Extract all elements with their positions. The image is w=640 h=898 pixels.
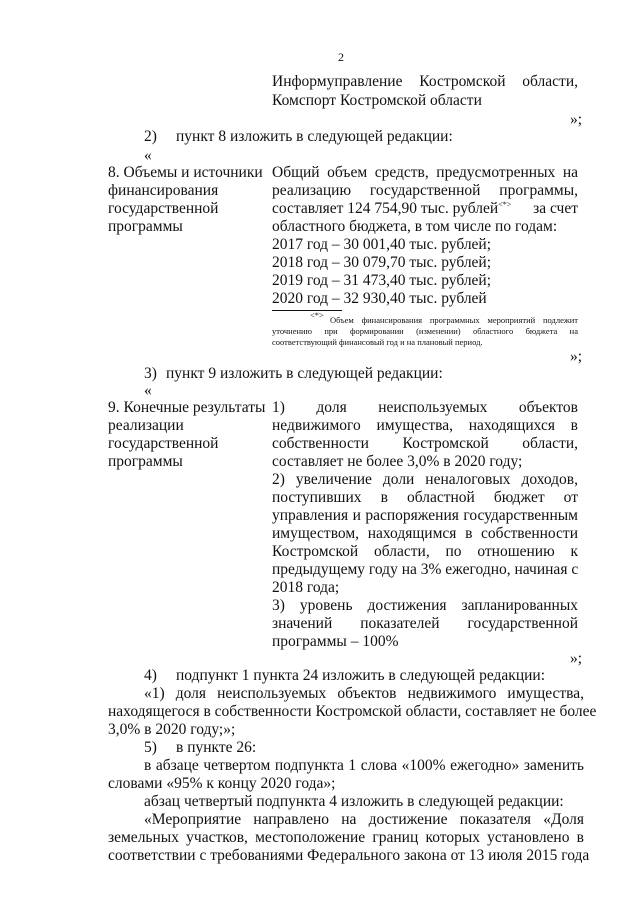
item4-line-3: 3,0% в 2020 году;»; xyxy=(108,721,236,738)
footnote-line-2: уточнению при формировании (изменении) областного бюджета на xyxy=(272,326,578,336)
table8-left-3: государственной xyxy=(108,200,219,217)
item4-line-1: «1) доля неиспользуемых объектов недвижимого имущества, xyxy=(144,685,584,702)
table8-total-text: составляет 124 754,90 тыс. рублей xyxy=(272,200,499,217)
table9-right-6: поступивших в областной бюджет от xyxy=(272,489,578,506)
table9-left-1: 9. Конечные результаты xyxy=(108,399,266,416)
item5-line-2: словами «95% к концу 2020 года»; xyxy=(108,775,336,792)
table8-right-4: областного бюджета, в том числе по годам: xyxy=(272,218,558,235)
item4-line-2: находящегося в собственности Костромской области, составляет не более xyxy=(108,703,597,720)
table9-right-8: имуществом, находящимся в собственности xyxy=(272,525,578,542)
item5-number: 5) xyxy=(144,739,157,756)
table9-close-quote: »; xyxy=(569,650,582,667)
footnote-line-3: соответствующий финансовый год и на плановый период. xyxy=(272,337,483,347)
page-number: 2 xyxy=(338,50,344,64)
footnote-mark: <*> xyxy=(310,310,324,320)
item3-open-quote: « xyxy=(144,382,152,399)
item4-number: 4) xyxy=(144,667,157,684)
table8-right-3 xyxy=(272,199,511,218)
table9-right-3: собственности Костромской области, xyxy=(272,435,578,452)
top-line-2: Комспорт Костромской области xyxy=(272,92,482,109)
item5-line-4: «Мероприятие направлено на достижение показателя «Доля xyxy=(144,811,584,828)
table8-left-4: программы xyxy=(108,218,183,235)
item5-line-5: земельных участков, местоположение границ которых установлено в xyxy=(108,829,584,846)
table8-right-1: Общий объем средств, предусмотренных на xyxy=(272,164,578,181)
table9-right-7: управления и распоряжения государственным xyxy=(272,507,578,524)
table9-right-5: 2) увеличение доли неналоговых доходов, xyxy=(272,471,578,488)
item3-number: 3) xyxy=(144,365,157,382)
table8-left-1: 8. Объемы и источники xyxy=(108,164,263,181)
item5-line-3: абзац четвертый подпункта 4 изложить в следующей редакции: xyxy=(144,793,564,810)
table8-right-2: реализацию государственной программы, xyxy=(272,182,578,199)
table8-left-2: финансирования xyxy=(108,182,219,199)
item5-line-6: соответствии с требованиями Федерального закона от 13 июля 2015 года xyxy=(108,847,590,864)
table8-year-2018: 2018 год – 30 079,70 тыс. рублей; xyxy=(272,254,492,271)
table9-right-1: 1) доля неиспользуемых объектов xyxy=(272,399,578,416)
table8-year-2019: 2019 год – 31 473,40 тыс. рублей; xyxy=(272,272,492,289)
item3-text: пункт 9 изложить в следующей редакции: xyxy=(166,365,443,382)
table9-left-4: программы xyxy=(108,453,183,470)
item2-open-quote: « xyxy=(144,147,152,164)
table8-close-quote: »; xyxy=(569,348,582,365)
table9-right-10: предыдущему году на 3% ежегодно, начиная с xyxy=(272,561,579,578)
item4-text: подпункт 1 пункта 24 изложить в следующей редакции: xyxy=(176,667,546,684)
table9-right-14: программы – 100% xyxy=(272,633,399,650)
item2-number: 2) xyxy=(144,128,157,145)
item2-text: пункт 8 изложить в следующей редакции: xyxy=(176,128,453,145)
table8-year-2017: 2017 год – 30 001,40 тыс. рублей; xyxy=(272,236,492,253)
footnote-rule xyxy=(272,310,342,311)
table9-right-13: значений показателей государственной xyxy=(272,615,578,632)
table9-right-2: недвижимого имущества, находящихся в xyxy=(272,417,578,434)
table8-year-2020: 2020 год – 32 930,40 тыс. рублей xyxy=(272,290,487,307)
top-line-1: Информуправление Костромской области, xyxy=(272,73,578,90)
table9-right-4: составляет не более 3,0% в 2020 году; xyxy=(272,453,523,470)
footnote-ref-mark: <*> xyxy=(498,199,512,209)
table9-right-12: 3) уровень достижения запланированных xyxy=(272,597,578,614)
item5-line-1: в абзаце четвертом подпункта 1 слова «100% ежегодно» заменить xyxy=(144,757,584,774)
table9-left-3: государственной xyxy=(108,435,219,452)
table8-right-3-tail: за счет xyxy=(533,200,578,217)
table9-right-11: 2018 года; xyxy=(272,579,340,596)
item5-text: в пункте 26: xyxy=(176,739,257,756)
top-close-quote: »; xyxy=(569,111,582,128)
table9-right-9: Костромской области, по отношению к xyxy=(272,543,578,560)
footnote-line-1: Объем финансирования программных мероприятий подлежит xyxy=(330,315,578,325)
table9-left-2: реализации xyxy=(108,417,184,434)
